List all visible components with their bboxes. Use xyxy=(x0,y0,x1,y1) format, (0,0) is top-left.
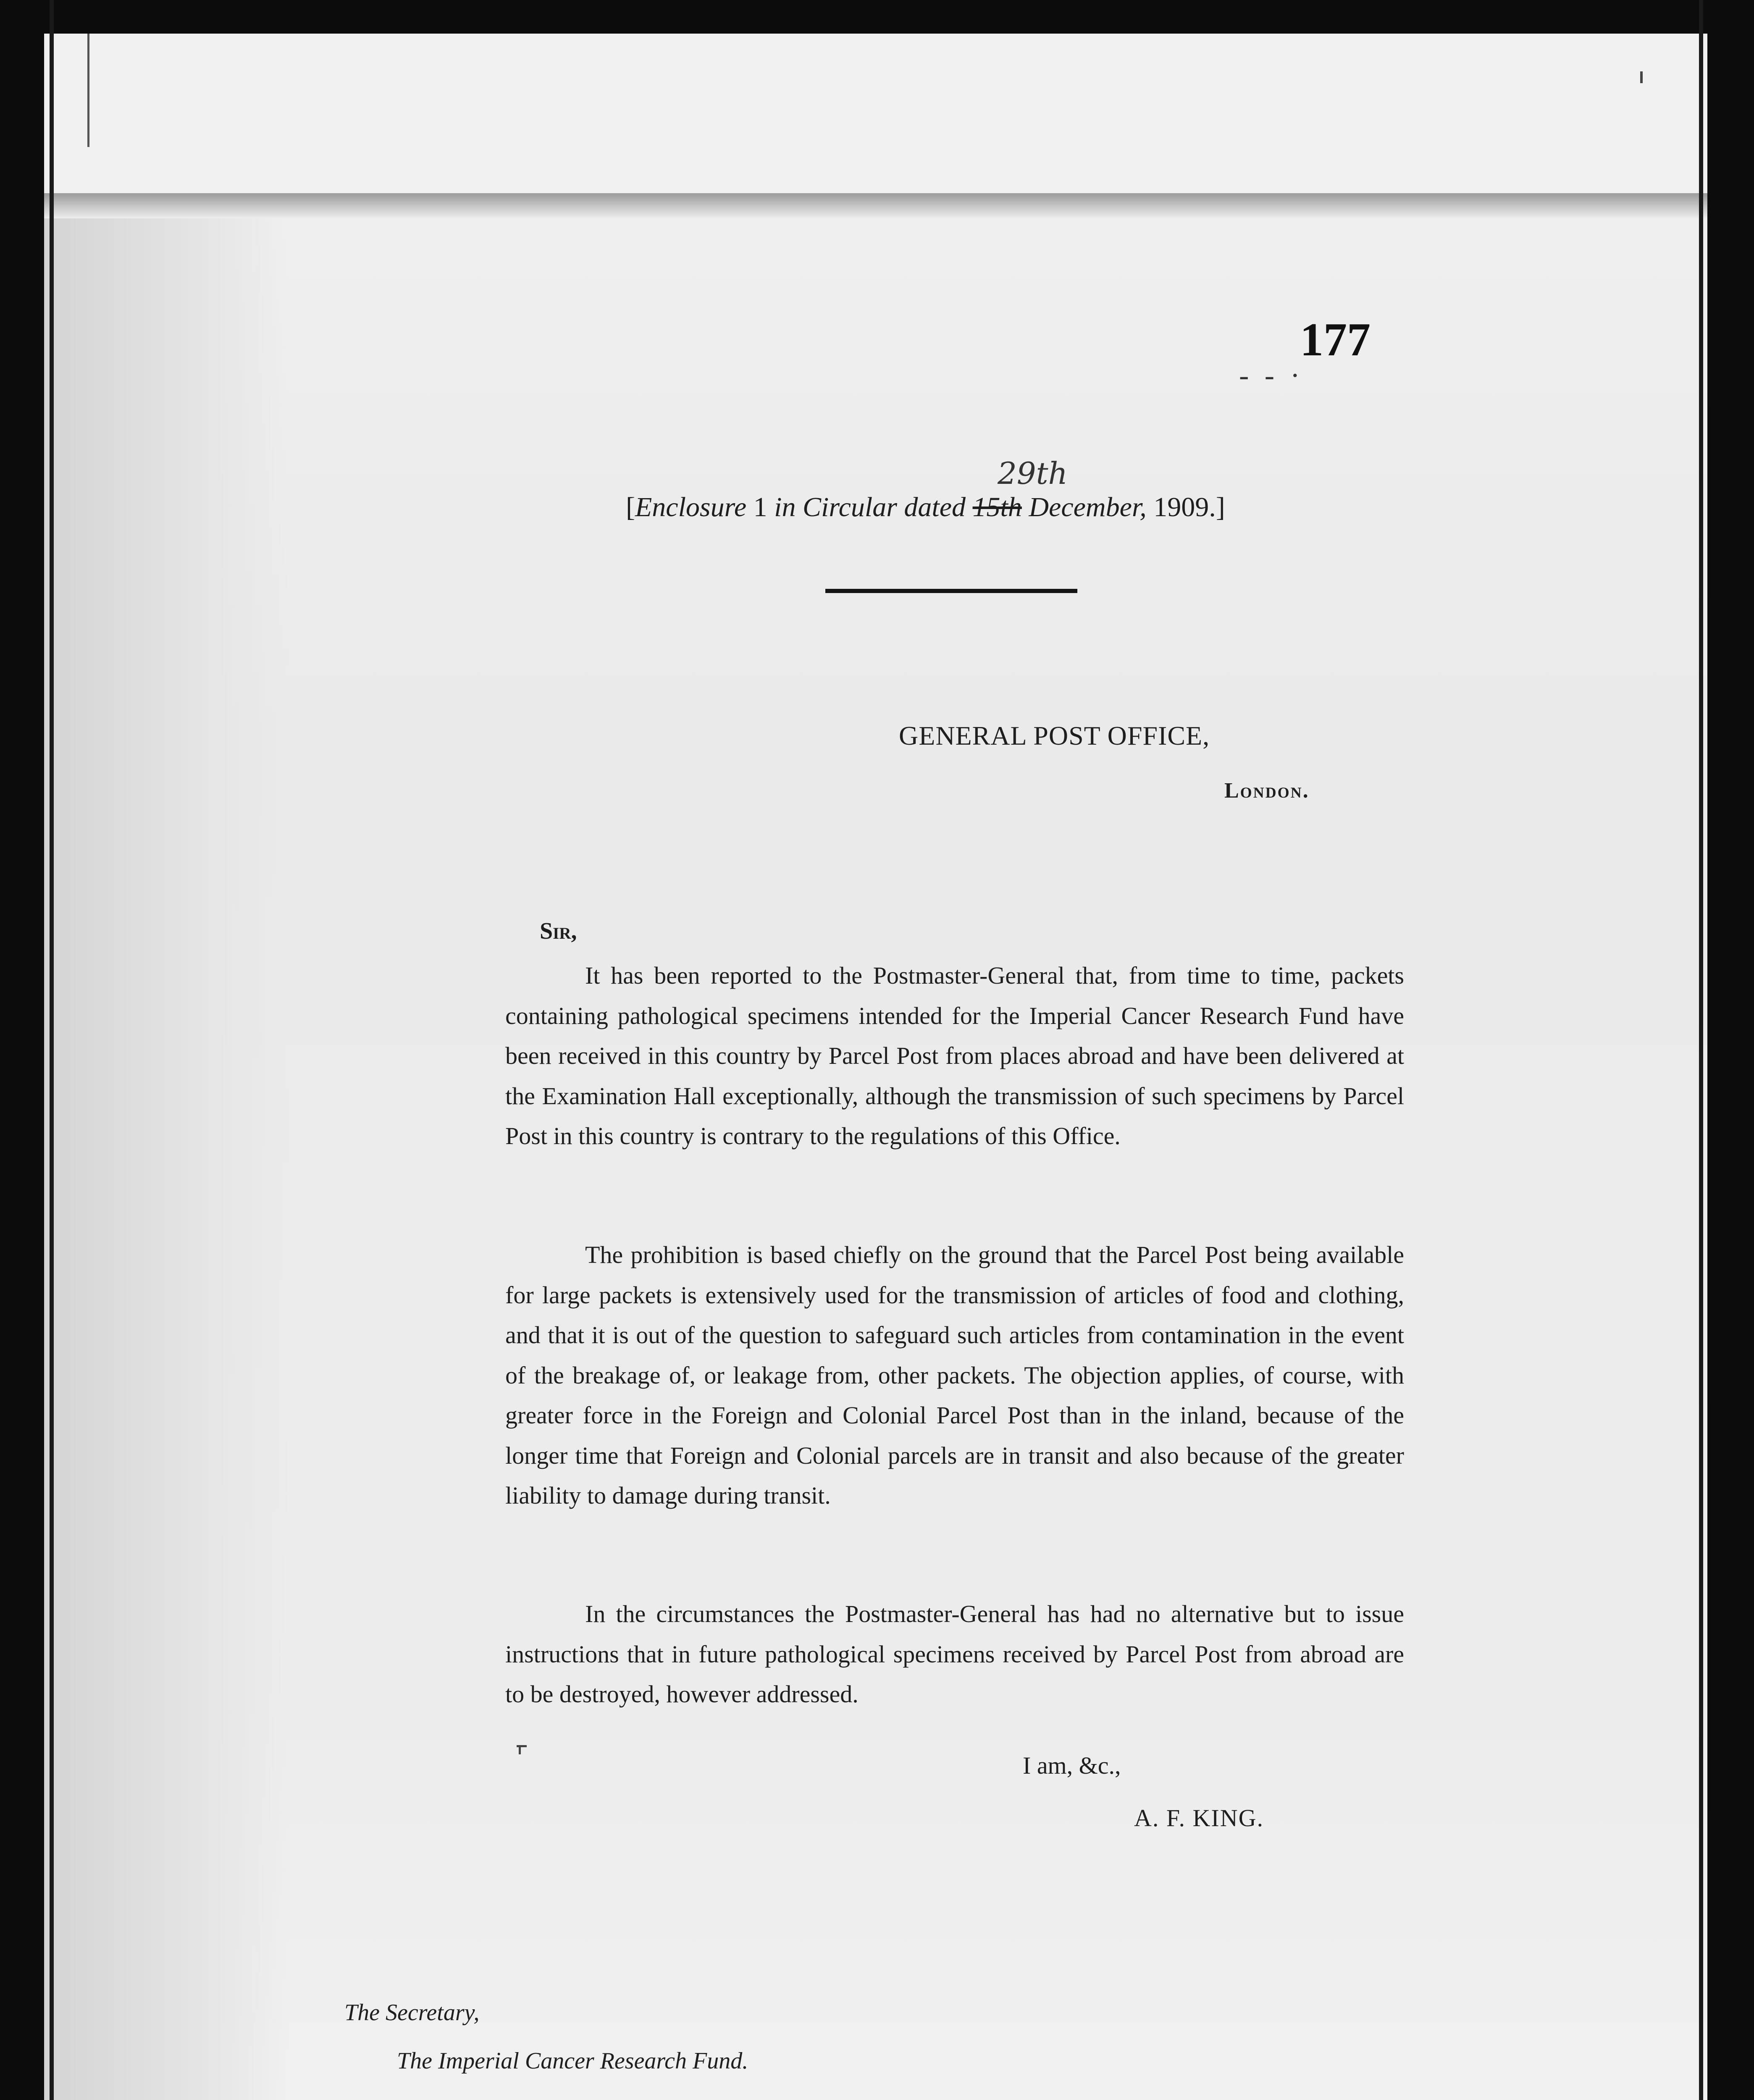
enclosure-label: Enclosure xyxy=(635,492,747,522)
closing-phrase: I am, &c., xyxy=(1023,1752,1121,1779)
page-number: 177 xyxy=(1300,314,1371,366)
enclosure-number: 1 xyxy=(746,492,775,522)
paragraph-text: In the circumstances the Postmaster-General has had no alternative but to issue instructions that in future pathological specimens received by Parcel Post from abroad are to be destroyed, however addressed. xyxy=(505,1600,1404,1708)
recipient-organization: The Imperial Cancer Research Fund. xyxy=(397,2048,748,2074)
recipient-title: The Secretary, xyxy=(344,2000,480,2026)
letterhead-city: London. xyxy=(1224,779,1310,803)
paragraph-text: It has been reported to the Postmaster-General that, from time to time, packets containing pathological specimens intended for the Imperial Cancer Research Fund have been received in this country by Parcel Post from places abroad and have been delivered at the Examination Hall exceptionally, although the transmission of such specimens by Parcel Post in this country is contrary to the regulations of this Office. xyxy=(505,962,1404,1150)
scan-speck xyxy=(519,1745,521,1754)
signature-name: A. F. KING. xyxy=(1134,1804,1264,1832)
page-fold-shadow xyxy=(44,193,1707,218)
paragraph-text: The prohibition is based chiefly on the ground that the Parcel Post being available for large packets is extensively used for the transmission of articles of food and clothing, and that it is out of the question to safeguard such articles from contamination in the event of the breakage of, or leakage from, other packets. The objection applies, of course, with greater force in the Foreign and Colonial Parcel Post than in the inland, because of the longer time that Foreign and Colonial parcels are in transit and also because of the greater liability to damage during transit. xyxy=(505,1241,1404,1509)
left-margin-shade xyxy=(44,218,288,2100)
right-frame-edge xyxy=(1699,0,1703,2100)
enclosure-open-bracket: [ xyxy=(626,492,635,522)
struck-date: 15th xyxy=(972,492,1022,522)
enclosure-month: December, xyxy=(1021,492,1147,522)
letterhead-office: GENERAL POST OFFICE, xyxy=(899,721,1210,751)
enclosure-heading xyxy=(626,491,1225,523)
letter-paragraph-2 xyxy=(505,1235,1404,1516)
salutation: Sir, xyxy=(540,918,577,944)
page-number-marks: - - · xyxy=(1239,360,1304,392)
letter-paragraph-3 xyxy=(505,1594,1404,1714)
left-frame-edge xyxy=(50,0,54,2100)
letter-paragraph-1 xyxy=(505,956,1404,1156)
heading-rule xyxy=(825,589,1077,593)
enclosure-circular-text: in Circular dated xyxy=(774,492,973,522)
scan-speck xyxy=(517,1745,527,1747)
left-inner-edge xyxy=(87,34,89,147)
handwritten-date-correction: 29th xyxy=(998,456,1068,491)
scan-speck xyxy=(1640,71,1643,83)
enclosure-year: 1909.] xyxy=(1146,492,1225,522)
